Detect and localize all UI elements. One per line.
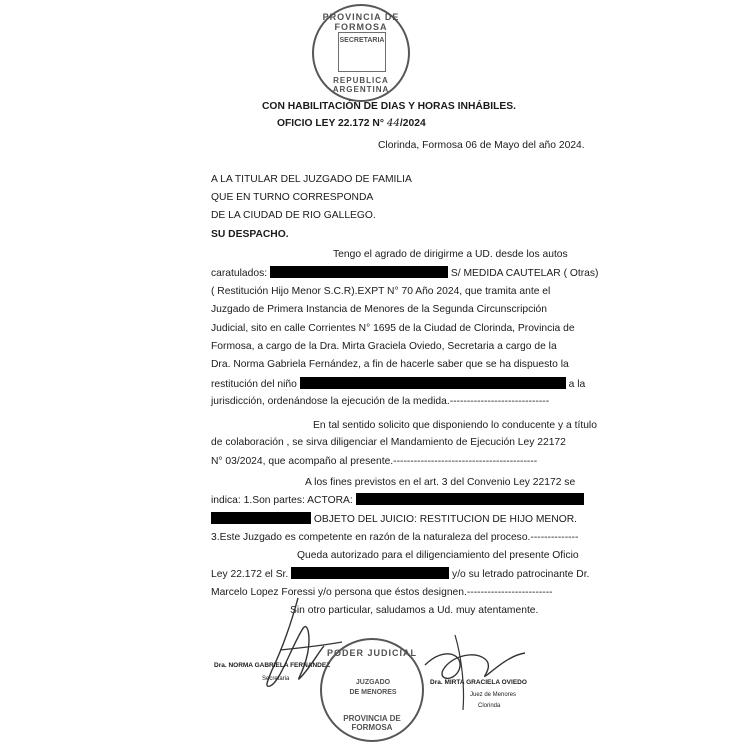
p1-line-8 [211,377,585,391]
p2-line-3: N° 03/2024, que acompaño al presente.------------------------------------------ [211,456,538,467]
closing-line: Sin otro particular, saludamos a Ud. muy atentamente. [290,605,539,616]
right-signature-title-1: Juez de Menores [470,692,517,698]
p3-parties-label: indica: 1.Son partes: ACTORA: [211,495,353,506]
p1-line-6: Formosa, a cargo de la Dra. Mirta Graciela Oviedo, Secretaria a cargo de la [211,341,557,352]
p1-medida-text: S/ MEDIDA CAUTELAR ( Otras) [450,268,599,279]
court-seal-ring-top: PODER JUDICIAL [326,648,417,658]
p4-letrado-text: y/o su letrado patrocinante Dr. [452,569,590,580]
p2-line-2: de colaboración , se sirva diligenciar el Mandamiento de Ejecución Ley 22172 [211,437,566,448]
right-signature-name: Dra. MIRTA GRACIELA OVIEDO [430,679,527,686]
p2-line-1: En tal sentido solicito que disponiendo lo conducente y a título [313,420,597,431]
p1-line-1: Tengo el agrado de dirigirme a UD. desde los autos [333,249,568,260]
p1-line-3: ( Restitución Hijo Menor S.C.R).EXPT N° 70 Año 2024, que tramita ante el [211,286,551,297]
court-seal-ring-bottom: PROVINCIA DE FORMOSA [343,714,401,732]
oficio-year: /2024 [399,118,426,129]
redaction-bar [291,567,449,579]
court-seal-center-line-1: JUZGADO [355,679,391,686]
oficio-handwritten-number: 44 [386,117,400,129]
p3-line-4: 3.Este Juzgado es competente en razón de la naturaleza del proceso.-------------- [211,532,579,543]
p1-restitucion-label: restitución del niño [211,379,297,390]
p1-caratulados-label: caratulados: [211,268,268,279]
p1-line-2 [211,266,598,280]
p1-line-5: Judicial, sito en calle Corrientes N° 1695 de la Ciudad de Clorinda, Provincia de [211,323,575,334]
recipient-line-2: QUE EN TURNO CORRESPONDA [211,192,374,203]
redaction-bar [356,493,584,505]
header-oficio-line [277,117,426,130]
recipient-line-4: SU DESPACHO. [211,229,289,240]
seal-ring-bottom-text: REPUBLICA ARGENTINA [332,76,390,94]
p3-objeto-text: OBJETO DEL JUICIO: RESTITUCION DE HIJO MENOR. [313,514,578,525]
right-signature-title-2: Clorinda [478,703,501,709]
p1-line-9: jurisdicción, ordenándose la ejecución de la medida.----------------------------- [211,396,550,407]
court-seal-center-line-2: DE MENORES [349,689,397,696]
recipient-line-3: DE LA CIUDAD DE RIO GALLEGO. [211,210,376,221]
right-signature-scribble [415,625,545,715]
left-signature-title: Secretaria [262,676,290,682]
p3-line-3 [211,512,577,526]
redaction-bar [211,512,311,524]
recipient-line-1: A LA TITULAR DEL JUZGADO DE FAMILIA [211,174,412,185]
seal-ring-top-text: PROVINCIA DE FORMOSA [322,12,400,32]
p1-line-7: Dra. Norma Gabriela Fernández, a fin de hacerle saber que se ha dispuesto la [211,359,569,370]
p4-line-3: Marcelo Lopez Foressi y/o persona que éstos designen.------------------------- [211,587,553,598]
p1-line-4: Juzgado de Primera Instancia de Menores de la Segunda Circunscripción [211,304,547,315]
p3-line-2 [211,493,584,507]
p4-line-1: Queda autorizado para el diligenciamiento del presente Oficio [297,550,579,561]
oficio-label: OFICIO LEY 22.172 N° [277,118,384,129]
p1-a-la-text: a la [568,379,586,390]
document-date: Clorinda, Formosa 06 de Mayo del año 2024. [378,140,585,151]
redaction-bar [270,266,448,278]
p4-ley-label: Ley 22.172 el Sr. [211,569,289,580]
top-official-seal [312,4,410,102]
redaction-bar [300,377,566,389]
seal-center-text: SECRETARIA [338,32,386,72]
left-signature-name: Dra. NORMA GABRIELA FERNANDEZ [214,662,331,669]
p3-line-1: A los fines previstos en el art. 3 del Convenio Ley 22172 se [305,477,576,488]
p4-line-2 [211,567,589,581]
header-enabling-line: CON HABILITACIÓN DE DIAS Y HORAS INHÁBILES. [262,101,517,112]
bottom-court-seal [320,638,424,742]
